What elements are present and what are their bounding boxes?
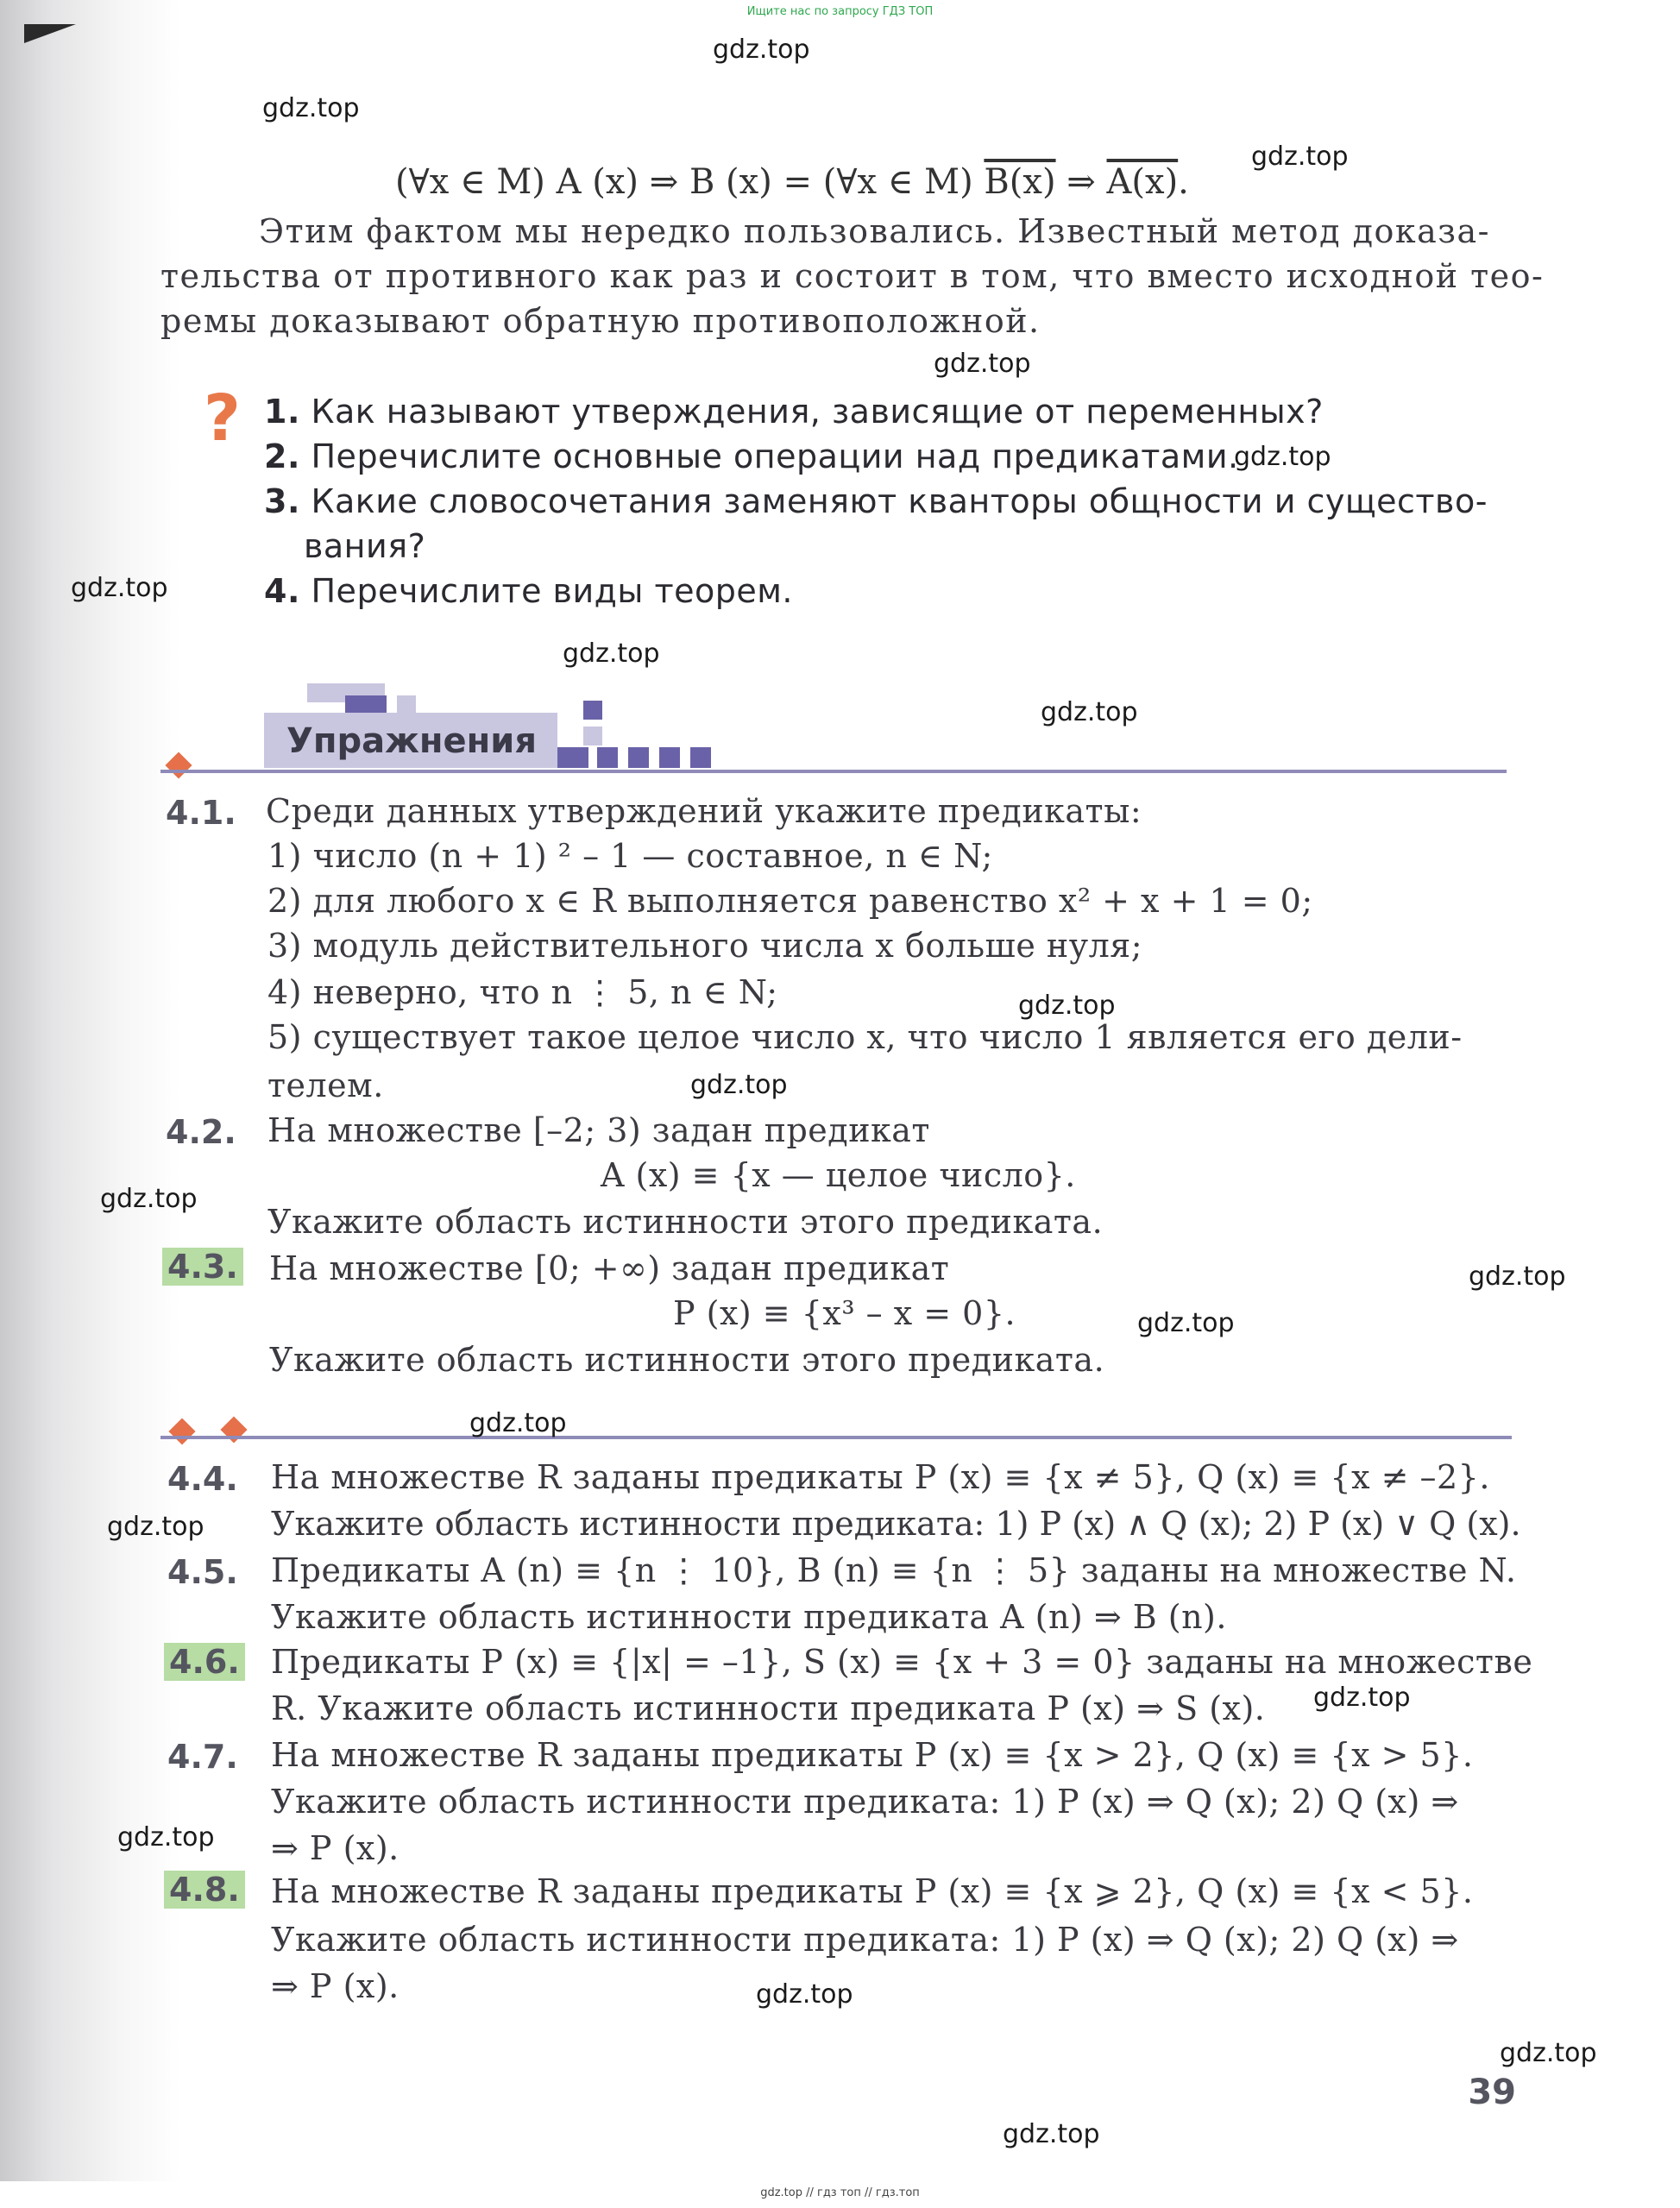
diamond-icon xyxy=(165,752,192,778)
exercise-4-1-line: 4) неверно, что n ⋮ 5, n ∈ N; xyxy=(267,973,778,1011)
watermark: gdz.top xyxy=(469,1408,567,1438)
section-rule xyxy=(160,1436,1512,1439)
exercise-number-4-3: 4.3. xyxy=(162,1248,243,1286)
question-number: 4. xyxy=(264,572,300,610)
exercise-4-4-line: На множестве R заданы предикаты P (x) ≡ {x ≠ 5}, Q (x) ≡ {x ≠ –2}. xyxy=(271,1458,1490,1496)
exercise-4-3-line: Укажите область истинности этого предиката. xyxy=(269,1341,1105,1379)
exercise-4-1-line: 2) для любого x ∈ R выполняется равенство x² + x + 1 = 0; xyxy=(267,882,1313,920)
page-number: 39 xyxy=(1468,2073,1516,2112)
exercise-4-4-line: Укажите область истинности предиката: 1) P (x) ∧ Q (x); 2) P (x) ∨ Q (x). xyxy=(271,1505,1521,1543)
watermark: gdz.top xyxy=(100,1184,198,1214)
formula-not-b: B(x) xyxy=(984,162,1056,202)
watermark: gdz.top xyxy=(690,1070,788,1100)
exercise-4-8-line: Укажите область истинности предиката: 1) P (x) ⇒ Q (x); 2) Q (x) ⇒ xyxy=(271,1921,1459,1959)
question-text: Перечислите основные операции над предикатами. xyxy=(311,437,1239,475)
watermark: gdz.top xyxy=(1003,2119,1100,2149)
exercise-number-4-2: 4.2. xyxy=(166,1113,236,1151)
diamond-icon xyxy=(168,1418,195,1444)
watermark: gdz.top xyxy=(71,573,168,603)
question-4 xyxy=(264,572,793,610)
exercise-number-4-8: 4.8. xyxy=(164,1871,245,1909)
watermark: gdz.top xyxy=(1469,1261,1566,1292)
footer-note: gdz.top // гдз топ // гдз.топ xyxy=(760,2186,920,2199)
exercise-4-1-line: телем. xyxy=(267,1066,384,1104)
question-3-continued: вания? xyxy=(304,527,426,565)
exercise-number-4-4: 4.4. xyxy=(167,1460,238,1498)
exercise-4-5-line: Укажите область истинности предиката A (n) ⇒ B (n). xyxy=(271,1598,1227,1636)
question-mark-icon: ? xyxy=(204,381,241,456)
paragraph-line-2: тельства от противного как раз и состоит в том, что вместо исходной тео- xyxy=(160,257,1545,295)
question-number: 2. xyxy=(264,437,300,475)
exercise-4-6-line: Предикаты P (x) ≡ {|x| = –1}, S (x) ≡ {x + 3 = 0} заданы на множестве xyxy=(271,1643,1533,1681)
formula-end: . xyxy=(1178,162,1189,202)
exercise-4-7-line: На множестве R заданы предикаты P (x) ≡ {x > 2}, Q (x) ≡ {x > 5}. xyxy=(271,1736,1474,1774)
question-2 xyxy=(264,437,1239,475)
exercise-4-3-formula: P (x) ≡ {x³ – x = 0}. xyxy=(673,1294,1016,1332)
exercise-4-8-line: На множестве R заданы предикаты P (x) ≡ {x ⩾ 2}, Q (x) ≡ {x < 5}. xyxy=(271,1872,1474,1910)
exercise-4-1-line: 3) модуль действительного числа x больше нуля; xyxy=(267,927,1143,965)
header-note: Ищите нас по запросу ГДЗ ТОП xyxy=(746,5,934,18)
exercise-4-1-line: Среди данных утверждений укажите предикаты: xyxy=(266,792,1142,830)
question-text: Перечислите виды теорем. xyxy=(311,572,794,610)
exercise-4-7-line: ⇒ P (x). xyxy=(271,1829,400,1867)
exercise-number-4-7: 4.7. xyxy=(167,1738,238,1776)
paragraph-line-3: ремы доказывают обратную противоположной. xyxy=(160,302,1041,340)
watermark: gdz.top xyxy=(1251,142,1349,172)
section-title: Упражнения xyxy=(286,721,538,761)
watermark: gdz.top xyxy=(934,349,1031,379)
watermark: gdz.top xyxy=(756,1979,853,2010)
watermark: gdz.top xyxy=(1313,1683,1411,1713)
exercise-4-8-line: ⇒ P (x). xyxy=(271,1967,400,2005)
watermark: gdz.top xyxy=(1234,442,1331,472)
exercise-4-2-line: Укажите область истинности этого предиката. xyxy=(267,1203,1104,1241)
paragraph-line-1: Этим фактом мы нередко пользовались. Известный метод доказа- xyxy=(259,212,1490,250)
exercise-4-5-line: Предикаты A (n) ≡ {n ⋮ 10}, B (n) ≡ {n ⋮ 5} заданы на множестве N. xyxy=(271,1551,1517,1589)
question-number: 1. xyxy=(264,393,300,431)
exercise-4-1-line: 5) существует такое целое число x, что число 1 является его дели- xyxy=(267,1018,1463,1056)
section-rule xyxy=(160,770,1507,773)
exercise-4-2-line: На множестве [–2; 3) задан предикат xyxy=(267,1111,930,1149)
question-3 xyxy=(264,482,1488,520)
exercise-4-6-line: R. Укажите область истинности предиката P (x) ⇒ S (x). xyxy=(271,1689,1266,1727)
watermark: gdz.top xyxy=(1041,697,1138,727)
watermark: gdz.top xyxy=(1500,2038,1597,2068)
question-number: 3. xyxy=(264,482,300,520)
question-text: Как называют утверждения, зависящие от переменных? xyxy=(311,393,1324,431)
contrapositive-formula xyxy=(395,162,1189,202)
exercise-4-2-formula: A (x) ≡ {x — целое число}. xyxy=(601,1156,1076,1194)
exercise-4-7-line: Укажите область истинности предиката: 1) P (x) ⇒ Q (x); 2) Q (x) ⇒ xyxy=(271,1783,1459,1821)
page-corner-mark xyxy=(24,24,76,43)
watermark: gdz.top xyxy=(1137,1308,1235,1338)
exercise-4-3-line: На множестве [0; +∞) задан предикат xyxy=(269,1249,950,1287)
exercise-4-1-line: 1) число (n + 1) ² – 1 — составное, n ∈ N; xyxy=(267,837,993,875)
exercise-number-4-1: 4.1. xyxy=(166,794,236,832)
question-1 xyxy=(264,393,1324,431)
formula-not-a: A(x) xyxy=(1106,162,1179,202)
question-text: Какие словосочетания заменяют кванторы общности и существо- xyxy=(311,482,1488,520)
watermark: gdz.top xyxy=(117,1822,215,1853)
watermark: gdz.top xyxy=(107,1512,204,1542)
watermark: gdz.top xyxy=(262,93,360,123)
formula-left: (∀x ∈ M) A (x) ⇒ B (x) = (∀x ∈ M) xyxy=(395,162,985,202)
exercise-number-4-5: 4.5. xyxy=(167,1553,238,1591)
exercise-number-4-6: 4.6. xyxy=(164,1643,245,1681)
watermark: gdz.top xyxy=(1018,991,1116,1021)
watermark: gdz.top xyxy=(563,638,660,669)
formula-arrow: ⇒ xyxy=(1055,162,1107,202)
watermark: gdz.top xyxy=(713,35,810,65)
